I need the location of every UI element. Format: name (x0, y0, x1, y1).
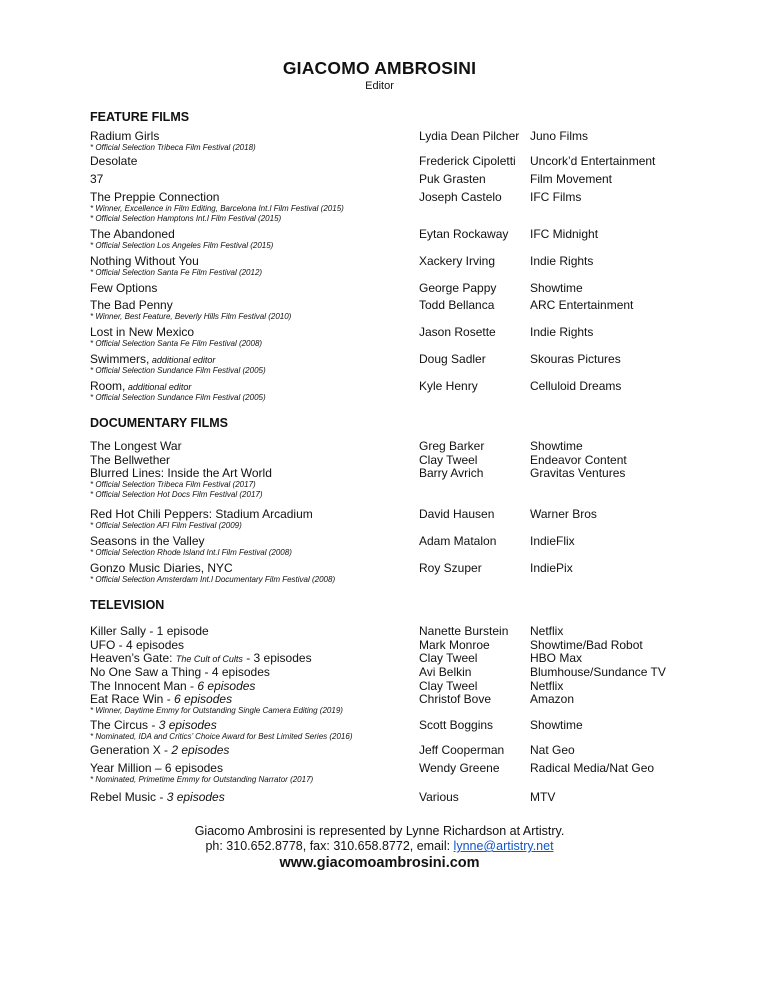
tv-director: Clay Tweel (419, 679, 478, 693)
tv-title-italic: 2 episodes (171, 743, 230, 757)
tv-title-end: - 3 episodes (242, 651, 312, 665)
documentary-note: * Official Selection Hot Docs Film Festival (2017) (90, 490, 263, 499)
documentary-company: IndieFlix (530, 534, 575, 548)
feature-director: Lydia Dean Pilcher (419, 129, 520, 143)
feature-title-line (90, 379, 191, 394)
tv-title: Eat Race Win - (90, 692, 175, 706)
tv-title-line (90, 743, 229, 757)
tv-title-line (90, 692, 232, 706)
feature-note: * Official Selection Santa Fe Film Festival (2012) (90, 268, 263, 277)
feature-title-qualifier: additional editor (149, 355, 216, 365)
feature-director: Doug Sadler (419, 352, 486, 366)
tv-company: MTV (530, 790, 556, 804)
tv-title-italic: 3 episodes (166, 790, 225, 804)
feature-title: Radium Girls (90, 129, 160, 143)
feature-note: * Official Selection Tribeca Film Festival (2018) (90, 143, 256, 152)
tv-company: Amazon (530, 692, 575, 706)
feature-title-line (90, 352, 215, 367)
section-heading-television: TELEVISION (90, 598, 165, 612)
documentary-director: Clay Tweel (419, 453, 478, 467)
feature-director: Frederick Cipoletti (419, 154, 516, 168)
tv-director: Various (419, 790, 459, 804)
feature-title-qualifier: additional editor (125, 382, 192, 392)
email-link[interactable]: lynne@artistry.net (453, 839, 554, 853)
feature-company: IFC Midnight (530, 227, 599, 241)
tv-company: Radical Media/Nat Geo (530, 761, 655, 775)
tv-company: Showtime/Bad Robot (530, 638, 643, 652)
feature-company: IFC Films (530, 190, 582, 204)
tv-director: Jeff Cooperman (419, 743, 505, 757)
tv-company: Nat Geo (530, 743, 575, 757)
documentary-company: Showtime (530, 439, 583, 453)
tv-title: The Circus - (90, 718, 159, 732)
documentary-note: * Official Selection Rhode Island Int.l Film Festival (2008) (90, 548, 292, 557)
tv-title-line (90, 651, 312, 666)
tv-note: * Nominated, Primetime Emmy for Outstanding Narrator (2017) (90, 775, 314, 784)
documentary-company: IndiePix (530, 561, 573, 575)
feature-title: The Bad Penny (90, 298, 173, 312)
tv-title: Year Million – 6 episodes (90, 761, 223, 775)
feature-director: Joseph Castelo (419, 190, 502, 204)
tv-director: Wendy Greene (419, 761, 500, 775)
section-heading-documentary-films: DOCUMENTARY FILMS (90, 416, 228, 430)
feature-director: Kyle Henry (419, 379, 478, 393)
feature-company: ARC Entertainment (530, 298, 634, 312)
documentary-title: The Bellwether (90, 453, 171, 467)
tv-title-italic: 6 episodes (197, 679, 256, 693)
feature-note: * Official Selection Hamptons Int.l Film Festival (2015) (90, 214, 282, 223)
representation-line: Giacomo Ambrosini is represented by Lynne Richardson at Artistry. (194, 824, 565, 838)
feature-company: Skouras Pictures (530, 352, 621, 366)
feature-note: * Official Selection Sundance Film Festival (2005) (90, 393, 266, 402)
tv-title-line (90, 790, 225, 804)
feature-company: Uncork’d Entertainment (530, 154, 656, 168)
feature-title: Desolate (90, 154, 138, 168)
feature-note: * Official Selection Sundance Film Festival (2005) (90, 366, 266, 375)
feature-title: The Abandoned (90, 227, 175, 241)
feature-note: * Winner, Excellence in Film Editing, Barcelona Int.l Film Festival (2015) (90, 204, 344, 213)
tv-title: Killer Sally - 1 episode (90, 624, 209, 638)
documentary-note: * Official Selection Tribeca Film Festival (2017) (90, 480, 256, 489)
feature-title: Few Options (90, 281, 158, 295)
feature-director: Jason Rosette (419, 325, 496, 339)
feature-title: Lost in New Mexico (90, 325, 195, 339)
documentary-director: Greg Barker (419, 439, 485, 453)
feature-title: The Preppie Connection (90, 190, 220, 204)
documentary-note: * Official Selection AFI Film Festival (2009) (90, 521, 242, 530)
feature-company: Indie Rights (530, 254, 594, 268)
tv-company: Showtime (530, 718, 583, 732)
documentary-title: Blurred Lines: Inside the Art World (90, 466, 272, 480)
feature-title: Nothing Without You (90, 254, 199, 268)
documentary-company: Endeavor Content (530, 453, 627, 467)
tv-title: Heaven’s Gate: (90, 651, 176, 665)
tv-director: Avi Belkin (419, 665, 472, 679)
documentary-company: Gravitas Ventures (530, 466, 626, 480)
documentary-director: Adam Matalon (419, 534, 497, 548)
tv-title-italic: 3 episodes (158, 718, 217, 732)
documentary-director: Barry Avrich (419, 466, 484, 480)
documentary-director: Roy Szuper (419, 561, 482, 575)
tv-company: Netflix (530, 624, 564, 638)
tv-title-italic: 6 episodes (174, 692, 233, 706)
section-heading-feature-films: FEATURE FILMS (90, 110, 190, 124)
feature-company: Juno Films (530, 129, 589, 143)
feature-title: 37 (90, 172, 104, 186)
tv-title-line (90, 679, 255, 693)
documentary-title: The Longest War (90, 439, 182, 453)
tv-director: Clay Tweel (419, 651, 478, 665)
tv-director: Christof Bove (419, 692, 492, 706)
tv-company: Netflix (530, 679, 564, 693)
documentary-title: Seasons in the Valley (90, 534, 205, 548)
documentary-title: Red Hot Chili Peppers: Stadium Arcadium (90, 507, 313, 521)
feature-director: Todd Bellanca (419, 298, 495, 312)
documentary-note: * Official Selection Amsterdam Int.l Documentary Film Festival (2008) (90, 575, 336, 584)
tv-director: Mark Monroe (419, 638, 490, 652)
website-url[interactable]: www.giacomoambrosini.com (279, 855, 480, 871)
tv-title: Rebel Music - (90, 790, 167, 804)
tv-company: Blumhouse/Sundance TV (530, 665, 666, 679)
tv-title: Generation X - (90, 743, 172, 757)
tv-title-italic: The Cult of Cults (175, 654, 243, 664)
feature-company: Celluloid Dreams (530, 379, 622, 393)
role-subtitle: Editor (365, 80, 394, 92)
contact-phone-fax: ph: 310.652.8778, fax: 310.658.8772, email: (205, 839, 454, 853)
feature-note: * Official Selection Santa Fe Film Festival (2008) (90, 339, 263, 348)
feature-director: Eytan Rockaway (419, 227, 509, 241)
feature-director: Puk Grasten (419, 172, 486, 186)
feature-director: George Pappy (419, 281, 497, 295)
tv-title: UFO - 4 episodes (90, 638, 185, 652)
tv-note: * Nominated, IDA and Critics’ Choice Award for Best Limited Series (2016) (90, 732, 353, 741)
tv-title: No One Saw a Thing - 4 episodes (90, 665, 270, 679)
documentary-director: David Hausen (419, 507, 495, 521)
documentary-company: Warner Bros (530, 507, 597, 521)
feature-company: Indie Rights (530, 325, 594, 339)
feature-title: Room, (90, 379, 126, 393)
tv-note: * Winner, Daytime Emmy for Outstanding Single Camera Editing (2019) (90, 706, 343, 715)
tv-title: The Innocent Man - (90, 679, 198, 693)
name-heading: GIACOMO AMBROSINI (282, 58, 477, 78)
feature-note: * Official Selection Los Angeles Film Festival (2015) (90, 241, 274, 250)
tv-director: Nanette Burstein (419, 624, 509, 638)
feature-note: * Winner, Best Feature, Beverly Hills Film Festival (2010) (90, 312, 292, 321)
tv-title-line (90, 718, 217, 732)
tv-director: Scott Boggins (419, 718, 494, 732)
feature-company: Film Movement (530, 172, 613, 186)
documentary-title: Gonzo Music Diaries, NYC (90, 561, 233, 575)
feature-company: Showtime (530, 281, 583, 295)
contact-line (0, 839, 759, 853)
feature-director: Xackery Irving (419, 254, 496, 268)
tv-company: HBO Max (530, 651, 583, 665)
feature-title: Swimmers, (90, 352, 150, 366)
